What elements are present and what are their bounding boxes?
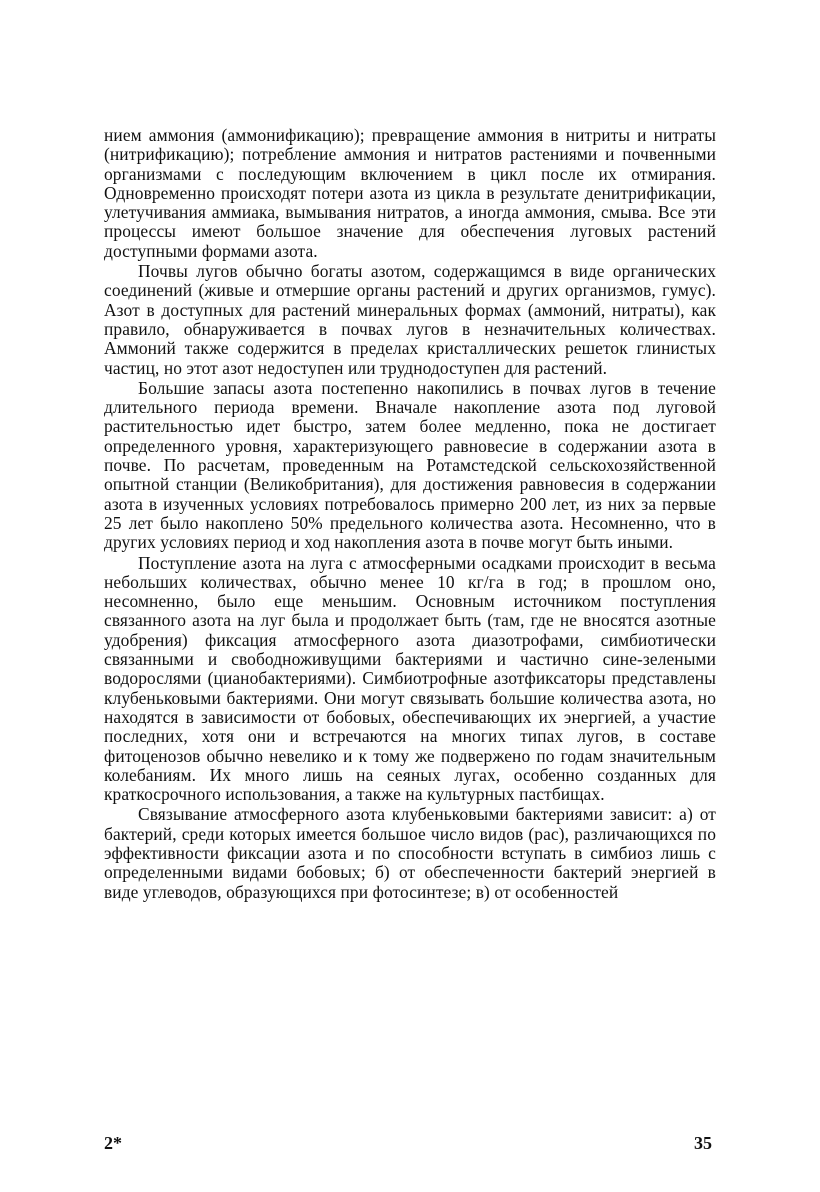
paragraph-5: Связывание атмосферного азота клубеньковыми бактериями зависит: а) от бактерий, среди которых имеется большое число видов (рас), различающихся по эффективности фиксации азота и по способности вступать в симбиоз лишь с определенными видами бобовых; б) от обеспеченности бактерий энергией в виде углеводов, образующихся при фотосинтезе; в) от особенностей	[104, 804, 716, 902]
paragraph-1: нием аммония (аммонификацию); превращение аммония в нитриты и нитраты (нитрификацию); потребление аммония и нитратов растениями и почвенными организмами с последующим включением в цикл после их отмирания. Одновременно происходят потери азота из цикла в результате денитрификации, улетучивания аммиака, вымывания нитратов, а иногда аммония, смыва. Все эти процессы имеют большое значение для обеспечения луговых растений доступными формами азота.	[104, 125, 716, 261]
paragraph-2: Почвы лугов обычно богаты азотом, содержащимся в виде органических соединений (живые и отмершие органы растений и других организмов, гумус). Азот в доступных для растений минеральных формах (аммоний, нитраты), как правило, обнаруживается в почвах лугов в незначительных количествах. Аммоний также содержится в пределах кристаллических решеток глинистых частиц, но этот азот недоступен или труднодоступен для растений.	[104, 261, 716, 378]
paragraph-4: Поступление азота на луга с атмосферными осадками происходит в весьма небольших количествах, обычно менее 10 кг/га в год; в прошлом оно, несомненно, было еще меньшим. Основным источником поступления связанного азота на луг была и продолжает быть (там, где не вносятся азотные удобрения) фиксация атмосферного азота диазотрофами, симбиотически связанными и свободноживущими бактериями и частично сине-зелеными водорослями (цианобактериями). Симбиотрофные азотфиксаторы представлены клубеньковыми бактериями. Они могут связывать большие количества азота, но находятся в зависимости от бобовых, обеспечивающих их энергией, а участие последних, хотя они и встречаются на многих типах лугов, в составе фитоценозов обычно невелико и к тому же подвержено по годам значительным колебаниям. Их много лишь на сеяных лугах, особенно созданных для краткосрочного использования, а также на культурных пастбищах.	[104, 552, 716, 805]
page-footer	[104, 1133, 716, 1157]
signature-mark: 2*	[104, 1133, 122, 1153]
page-body	[104, 126, 716, 903]
page-number: 35	[694, 1133, 712, 1153]
paragraph-3: Большие запасы азота постепенно накопились в почвах лугов в течение длительного периода времени. Вначале накопление азота под луговой растительностью идет быстро, затем более медленно, пока не достигает определенного уровня, характеризующего равновесие в содержании азота в почве. По расчетам, проведенным на Ротамстедской сельскохозяйственной опытной станции (Великобритания), для достижения равновесия в содержании азота в изученных условиях потребовалось примерно 200 лет, из них за первые 25 лет было накоплено 50% предельного количества азота. Несомненно, что в других условиях период и ход накопления азота в почве могут быть иными.	[104, 377, 716, 553]
